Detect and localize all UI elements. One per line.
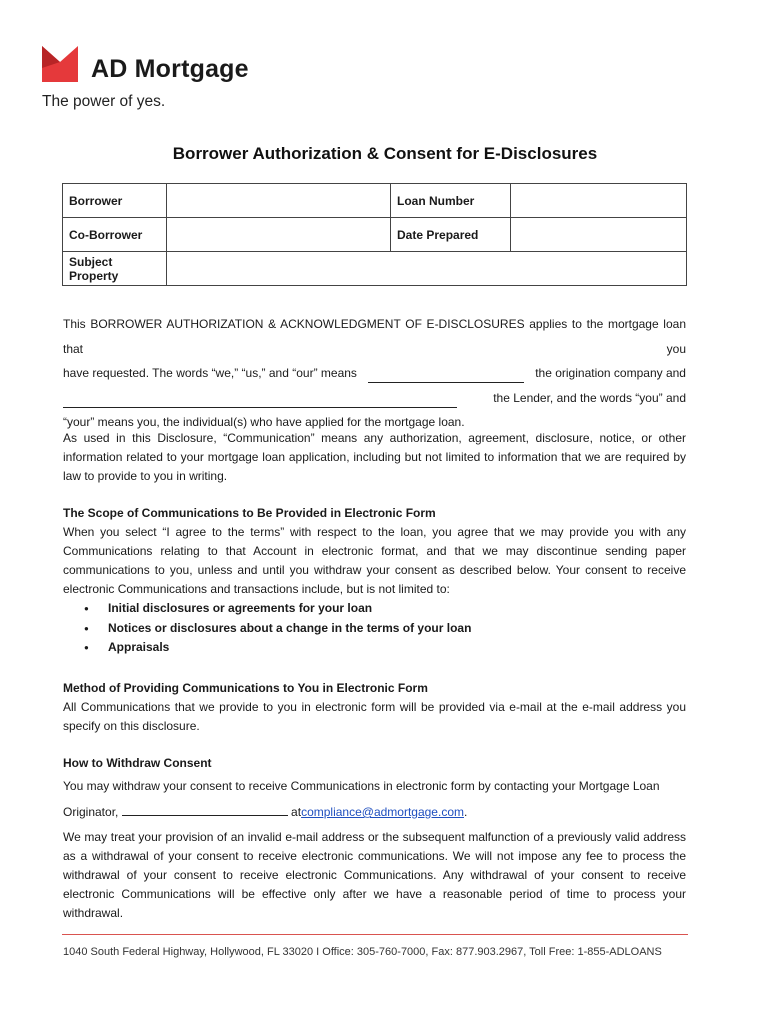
intro-line-2-b: the origination company and	[535, 366, 686, 380]
at-text: at	[291, 805, 302, 819]
withdraw-section	[63, 754, 686, 923]
table-row	[63, 218, 687, 252]
scope-body: When you select “I agree to the terms” with respect to the loan, you agree that we may provide you with any Communications relating to that Account in electronic format, and that we may discontinue sending paper communications to you, unless and until you withdraw your consent as described below. Your consent to receive electronic Communications and transactions include, but is not limited to:	[63, 525, 686, 596]
footer-address: 1040 South Federal Highway, Hollywood, FL 33020 I Office: 305-760-7000, Fax: 877.903.2967, Toll Free: 1-855-ADLOANS	[63, 946, 662, 958]
method-section	[63, 679, 686, 736]
period: .	[464, 805, 468, 819]
borrower-info-table	[62, 183, 687, 286]
loan-number-label: Loan Number	[391, 184, 511, 218]
origination-company-blank[interactable]	[368, 370, 524, 383]
list-item: ● Appraisals	[63, 638, 686, 658]
company-logo	[42, 44, 302, 114]
loan-number-field[interactable]	[511, 184, 687, 218]
scope-section	[63, 504, 686, 658]
intro-line-2-a: have requested. The words “we,” “us,” and “our” means	[63, 366, 357, 380]
intro-line-3	[63, 386, 686, 411]
intro-line-2	[63, 361, 686, 386]
list-item: ● Notices or disclosures about a change in the terms of your loan	[63, 619, 686, 639]
compliance-email-link[interactable]: compliance@admortgage.com	[301, 805, 464, 819]
lender-name-blank[interactable]	[63, 395, 457, 408]
document-title: Borrower Authorization & Consent for E-Disclosures	[172, 144, 598, 163]
withdraw-body-2: We may treat your provision of an invalid e-mail address or the subsequent malfunction of a previously valid address as a withdrawal of your consent to receive electronic communications. We will not impose any fee to process the withdrawal of your consent to receive electronic Communications. Any withdrawal of your consent to receive electronic Communications will be effective only after we have a reasonable period of time to process your withdrawal.	[63, 830, 686, 920]
footer-divider	[62, 934, 688, 935]
communication-definition: As used in this Disclosure, “Communication” means any authorization, agreement, disclosure, notice, or other information related to your mortgage loan application, including but not limited to information that we are required by law to provide to you in writing.	[63, 431, 686, 483]
scope-heading: The Scope of Communications to Be Provided in Electronic Form	[63, 506, 436, 520]
originator-label: Originator,	[63, 805, 119, 819]
date-prepared-label: Date Prepared	[391, 218, 511, 252]
brand-name: AD Mortgage	[91, 55, 249, 83]
intro-paragraph	[63, 312, 686, 435]
subject-property-field[interactable]	[167, 252, 687, 286]
coborrower-field[interactable]	[167, 218, 391, 252]
scope-list	[63, 599, 686, 658]
method-heading: Method of Providing Communications to You in Electronic Form	[63, 681, 428, 695]
borrower-field[interactable]	[167, 184, 391, 218]
method-body: All Communications that we provide to you in electronic form will be provided via e-mail at the e-mail address you specify on this disclosure.	[63, 700, 686, 733]
originator-blank[interactable]	[122, 803, 288, 816]
date-prepared-field[interactable]	[511, 218, 687, 252]
withdraw-heading: How to Withdraw Consent	[63, 756, 212, 770]
withdraw-body-1-text: You may withdraw your consent to receive Communications in electronic form by contacting your Mortgage Loan	[63, 779, 660, 793]
coborrower-label: Co-Borrower	[63, 218, 167, 252]
ad-mortgage-logo-icon	[42, 46, 78, 82]
table-row	[63, 252, 687, 286]
subject-property-label: Subject Property	[63, 252, 167, 286]
borrower-label: Borrower	[63, 184, 167, 218]
intro-line-3-b: the Lender, and the words “you” and	[493, 390, 686, 405]
intro-line-4: “your” means you, the individual(s) who have applied for the mortgage loan.	[63, 415, 465, 429]
brand-tagline: The power of yes.	[42, 93, 166, 110]
list-item: ● Initial disclosures or agreements for your loan	[63, 599, 686, 619]
intro-line-1: This BORROWER AUTHORIZATION & ACKNOWLEDGMENT OF E-DISCLOSURES applies to the mortgage loan that you	[63, 317, 686, 356]
table-row	[63, 184, 687, 218]
withdraw-body-1	[63, 773, 686, 825]
